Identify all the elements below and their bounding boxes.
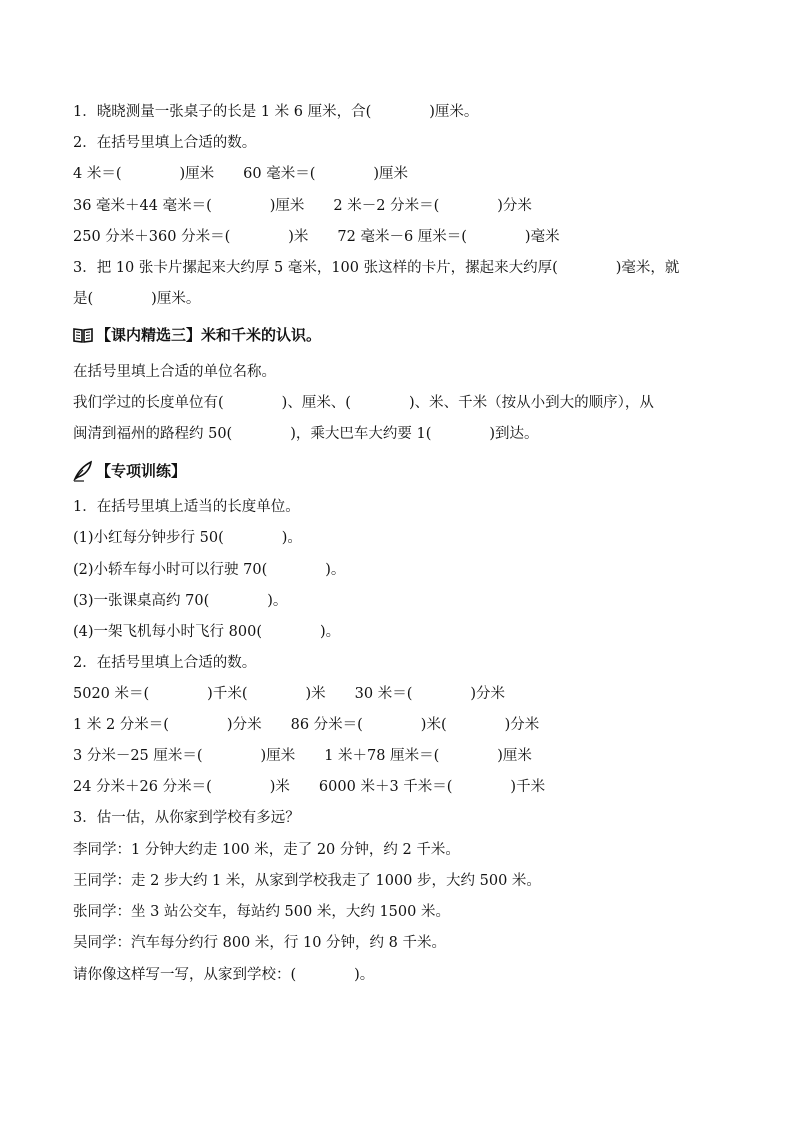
- section-3-text-2: 闽清到福州的路程约 50( )，乘大巴车大约要 1( )到达。: [73, 426, 539, 442]
- write-your-own-prompt: 请你像这样写一写，从家到学校：( )。: [73, 967, 375, 983]
- fill-row-3: 250 分米＋360 分米＝( )米 72 毫米－6 厘米＝( )毫米: [73, 229, 560, 245]
- training-question-3: 3．估一估，从你家到学校有多远？: [73, 810, 300, 826]
- question-2-title: 2．在括号里填上合适的数。: [73, 135, 257, 151]
- training-item-2: (2)小轿车每小时可以行驶 70( )。: [73, 562, 346, 578]
- section-3-heading: [72, 325, 321, 345]
- training-heading: [72, 460, 186, 482]
- student-li: 李同学：1 分钟大约走 100 米，走了 20 分钟，约 2 千米。: [73, 842, 460, 858]
- question-3-continuation: 是( )厘米。: [73, 291, 201, 307]
- training-fill-row-4: 24 分米＋26 分米＝( )米 6000 米＋3 千米＝( )千米: [73, 779, 546, 795]
- question-3-text: 3．把 10 张卡片摞起来大约厚 5 毫米，100 张这样的卡片，摞起来大约厚( )毫米，就: [73, 260, 680, 276]
- training-item-3: (3)一张课桌高约 70( )。: [73, 593, 288, 609]
- training-question-1: 1．在括号里填上适当的长度单位。: [73, 499, 300, 515]
- section-3-title: 【课内精选三】米和千米的认识。: [96, 326, 322, 344]
- quill-pen-icon: [72, 460, 94, 482]
- fill-row-1: 4 米＝( )厘米 60 毫米＝( )厘米: [73, 166, 409, 182]
- training-question-2: 2．在括号里填上合适的数。: [73, 655, 257, 671]
- question-1-text: 1．晓晓测量一张桌子的长是 1 米 6 厘米，合( )厘米。: [73, 104, 479, 120]
- training-fill-row-1: 5020 米＝( )千米( )米 30 米＝( )分米: [73, 686, 506, 702]
- student-wang: 王同学：走 2 步大约 1 米，从家到学校我走了 1000 步，大约 500 米。: [73, 873, 541, 889]
- fill-row-2: 36 毫米＋44 毫米＝( )厘米 2 米－2 分米＝( )分米: [73, 198, 532, 214]
- training-item-4: (4)一架飞机每小时飞行 800( )。: [73, 624, 341, 640]
- section-3-text-1: 我们学过的长度单位有( )、厘米、( )、米、千米（按从小到大的顺序），从: [73, 395, 654, 411]
- training-item-1: (1)小红每分钟步行 50( )。: [73, 530, 302, 546]
- section-3-instruction: 在括号里填上合适的单位名称。: [73, 364, 276, 380]
- training-title: 【专项训练】: [96, 462, 187, 480]
- open-book-icon: [72, 326, 94, 344]
- training-fill-row-3: 3 分米－25 厘米＝( )厘米 1 米＋78 厘米＝( )厘米: [73, 748, 532, 764]
- student-zhang: 张同学：坐 3 站公交车，每站约 500 米，大约 1500 米。: [73, 904, 450, 920]
- student-wu: 吴同学：汽车每分约行 800 米，行 10 分钟，约 8 千米。: [73, 935, 447, 951]
- training-fill-row-2: 1 米 2 分米＝( )分米 86 分米＝( )米( )分米: [73, 717, 540, 733]
